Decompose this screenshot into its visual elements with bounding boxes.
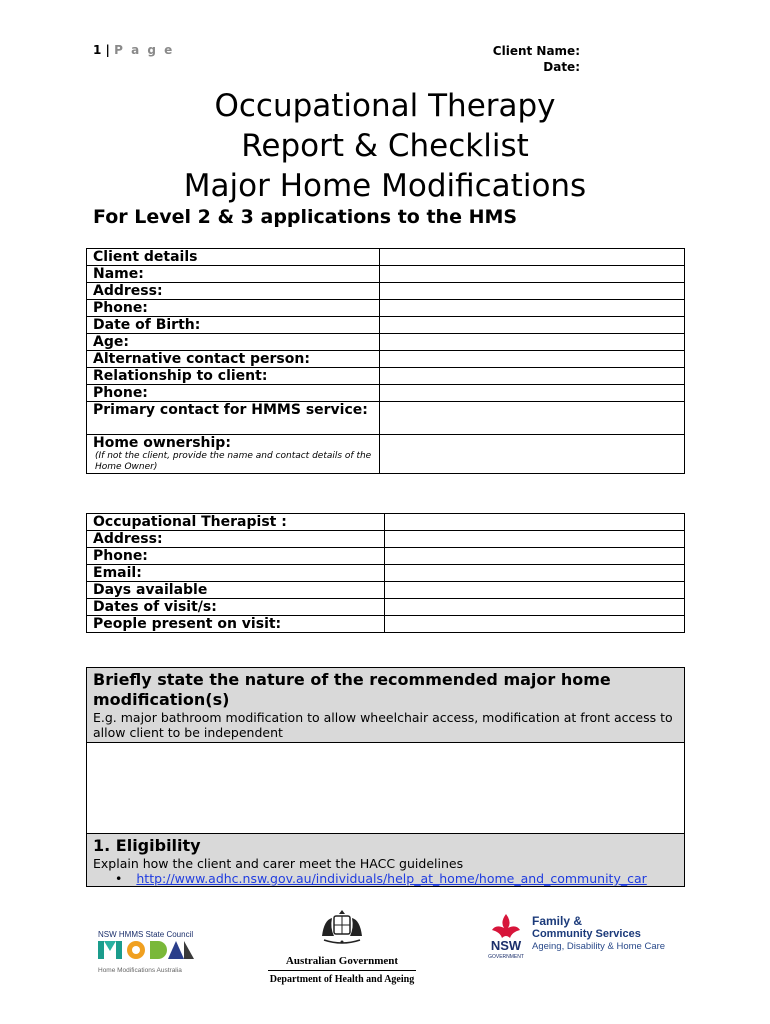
client-header bbox=[460, 43, 580, 75]
table-row bbox=[87, 616, 685, 633]
row-label: Address: bbox=[87, 283, 380, 300]
modification-table bbox=[86, 667, 685, 887]
row-label: People present on visit: bbox=[87, 616, 385, 633]
row-label: Phone: bbox=[87, 385, 380, 402]
row-value[interactable] bbox=[380, 402, 685, 435]
moda-org-text: Home Modifications Australia bbox=[98, 967, 182, 974]
row-label: Alternative contact person: bbox=[87, 351, 380, 368]
row-label: Client details bbox=[87, 249, 380, 266]
logo-divider bbox=[268, 970, 416, 971]
table-row bbox=[87, 599, 685, 616]
table-row bbox=[87, 435, 685, 474]
eligibility-header-cell bbox=[87, 834, 685, 887]
page-separator: | bbox=[101, 43, 115, 57]
table-row bbox=[87, 249, 685, 266]
table-row bbox=[87, 834, 685, 887]
nsw-waratah-icon bbox=[484, 912, 528, 960]
moda-logo bbox=[98, 930, 208, 974]
row-value[interactable] bbox=[385, 616, 685, 633]
table-row bbox=[87, 531, 685, 548]
table-row bbox=[87, 351, 685, 368]
home-ownership-note: (If not the client, provide the name and contact details of the Home Owner) bbox=[95, 451, 372, 472]
page-title bbox=[0, 86, 770, 206]
page-subtitle: For Level 2 & 3 applications to the HMS bbox=[93, 206, 518, 228]
row-label: Date of Birth: bbox=[87, 317, 380, 334]
row-value[interactable] bbox=[385, 599, 685, 616]
eligibility-note: Explain how the client and carer meet the HACC guidelines bbox=[93, 856, 464, 871]
title-line-2: Report & Checklist bbox=[241, 128, 529, 164]
table-row bbox=[87, 317, 685, 334]
moda-council-text: NSW HMMS State Council bbox=[98, 930, 194, 939]
row-value[interactable] bbox=[380, 368, 685, 385]
australian-government-text: Australian Government bbox=[285, 955, 399, 967]
svg-text:NSW: NSW bbox=[490, 938, 522, 953]
row-label: Occupational Therapist : bbox=[87, 514, 385, 531]
row-label: Days available bbox=[87, 582, 385, 599]
row-value[interactable] bbox=[385, 582, 685, 599]
row-label: Phone: bbox=[87, 300, 380, 317]
fcs-line-2: Community Services bbox=[532, 928, 641, 940]
table-row bbox=[87, 514, 685, 531]
row-value[interactable] bbox=[380, 249, 685, 266]
page-number: 1 bbox=[93, 43, 102, 57]
table-row bbox=[87, 368, 685, 385]
row-value[interactable] bbox=[380, 300, 685, 317]
nsw-fcs-logo bbox=[484, 912, 694, 962]
modification-heading: Briefly state the nature of the recommended major home modification(s) bbox=[93, 670, 611, 709]
modification-header-cell bbox=[87, 668, 685, 743]
row-label: Primary contact for HMMS service: bbox=[87, 402, 380, 435]
table-row bbox=[87, 668, 685, 743]
row-label: Name: bbox=[87, 266, 380, 283]
fcs-line-3: Ageing, Disability & Home Care bbox=[532, 941, 666, 952]
row-label-home-ownership bbox=[87, 435, 380, 474]
page-number-header bbox=[93, 43, 174, 57]
table-row bbox=[87, 266, 685, 283]
title-line-3: Major Home Modifications bbox=[183, 168, 587, 204]
row-value[interactable] bbox=[380, 351, 685, 368]
table-row bbox=[87, 548, 685, 565]
coat-of-arms-icon bbox=[314, 906, 370, 948]
title-line-1: Occupational Therapy bbox=[214, 88, 556, 124]
row-value[interactable] bbox=[385, 565, 685, 582]
row-value[interactable] bbox=[380, 334, 685, 351]
row-value[interactable] bbox=[380, 435, 685, 474]
row-value[interactable] bbox=[385, 531, 685, 548]
row-value[interactable] bbox=[380, 385, 685, 402]
table-row bbox=[87, 300, 685, 317]
table-row bbox=[87, 743, 685, 834]
hacc-guidelines-link[interactable]: http://www.adhc.nsw.gov.au/individuals/help_at_home/home_and_community_car bbox=[136, 871, 647, 886]
australian-government-logo bbox=[262, 906, 422, 985]
home-ownership-label: Home ownership: bbox=[93, 435, 231, 451]
row-value[interactable] bbox=[380, 283, 685, 300]
row-value[interactable] bbox=[380, 317, 685, 334]
date-label: Date: bbox=[543, 60, 580, 74]
fcs-line-1: Family & bbox=[532, 914, 583, 928]
moda-mark-icon bbox=[98, 939, 198, 961]
row-value[interactable] bbox=[385, 548, 685, 565]
table-row bbox=[87, 565, 685, 582]
row-label: Age: bbox=[87, 334, 380, 351]
modification-note: E.g. major bathroom modification to allow wheelchair access, modification at front access to allow client to be independent bbox=[93, 710, 673, 740]
row-label: Phone: bbox=[87, 548, 385, 565]
eligibility-link-item bbox=[93, 871, 678, 886]
ot-details-table bbox=[86, 513, 685, 633]
department-text: Department of Health and Ageing bbox=[269, 974, 415, 985]
page-label: P a g e bbox=[114, 43, 175, 57]
client-name-label: Client Name: bbox=[492, 44, 580, 58]
row-value[interactable] bbox=[385, 514, 685, 531]
bullet-icon: • bbox=[115, 871, 123, 886]
row-label: Address: bbox=[87, 531, 385, 548]
row-label: Dates of visit/s: bbox=[87, 599, 385, 616]
row-value[interactable] bbox=[380, 266, 685, 283]
eligibility-heading: 1. Eligibility bbox=[93, 836, 201, 855]
table-row bbox=[87, 582, 685, 599]
table-row bbox=[87, 283, 685, 300]
svg-text:GOVERNMENT: GOVERNMENT bbox=[488, 954, 524, 960]
row-label: Relationship to client: bbox=[87, 368, 380, 385]
table-row bbox=[87, 334, 685, 351]
fcs-text bbox=[532, 914, 665, 953]
row-label: Email: bbox=[87, 565, 385, 582]
client-details-table bbox=[86, 248, 685, 474]
table-row bbox=[87, 385, 685, 402]
table-row bbox=[87, 402, 685, 435]
modification-answer-field[interactable] bbox=[87, 743, 685, 834]
